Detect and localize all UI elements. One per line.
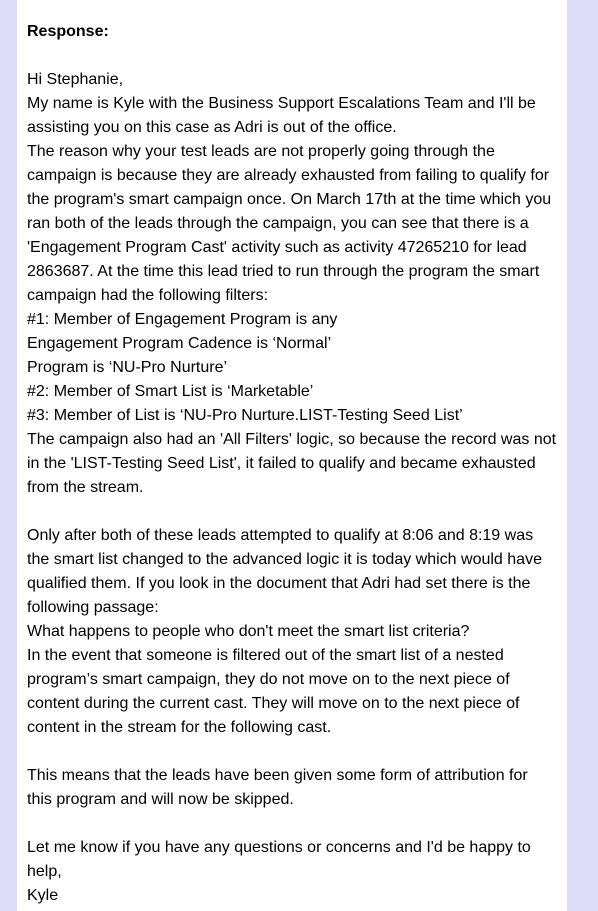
email-line: Engagement Program Cadence is ‘Normal’ xyxy=(27,335,332,352)
email-line: Let me know if you have any questions or concerns and I'd be happy to xyxy=(27,839,531,856)
email-line: content during the current cast. They will move on to the next piece of xyxy=(27,695,520,712)
email-line: campaign is because they are already exhausted from failing to qualify for xyxy=(27,167,550,184)
response-body xyxy=(27,44,563,908)
email-line: assisting you on this case as Adri is out of the office. xyxy=(27,119,397,136)
email-line: program’s smart campaign, they do not move on to the next piece of xyxy=(27,671,510,688)
email-line xyxy=(27,44,563,68)
email-line xyxy=(27,740,563,764)
response-heading: Response: xyxy=(27,23,109,40)
email-line: The reason why your test leads are not properly going through the xyxy=(27,143,495,160)
email-line: Program is ‘NU-Pro Nurture’ xyxy=(27,359,228,376)
email-signature: Kyle xyxy=(27,887,59,904)
email-line: Hi Stephanie, xyxy=(27,71,124,88)
email-line: from the stream. xyxy=(27,479,144,496)
email-line: content in the stream for the following cast. xyxy=(27,719,332,736)
email-line: My name is Kyle with the Business Support Escalations Team and I'll be xyxy=(27,95,536,112)
email-line: Only after both of these leads attempted to qualify at 8:06 and 8:19 was xyxy=(27,527,534,544)
email-line: In the event that someone is filtered out of the smart list of a nested xyxy=(27,647,504,664)
email-line: This means that the leads have been given some form of attribution for xyxy=(27,767,528,784)
response-panel xyxy=(17,0,567,911)
email-line: ran both of the leads through the campaign, you can see that there is a xyxy=(27,215,529,232)
email-line: help, xyxy=(27,863,62,880)
email-line xyxy=(27,500,563,524)
email-line: #2: Member of Smart List is ‘Marketable’ xyxy=(27,383,314,400)
email-line: in the 'LIST-Testing Seed List', it failed to qualify and became exhausted xyxy=(27,455,536,472)
email-line: the smart list changed to the advanced logic it is today which would have xyxy=(27,551,542,568)
email-line: #3: Member of List is ‘NU-Pro Nurture.LIST-Testing Seed List’ xyxy=(27,407,463,424)
email-line: The campaign also had an 'All Filters' logic, so because the record was not xyxy=(27,431,557,448)
email-line: following passage: xyxy=(27,599,159,616)
email-line: What happens to people who don't meet the smart list criteria? xyxy=(27,623,470,640)
email-line: qualified them. If you look in the document that Adri had set there is the xyxy=(27,575,531,592)
email-line xyxy=(27,812,563,836)
email-line: the program's smart campaign once. On March 17th at the time which you xyxy=(27,191,552,208)
email-line: this program and will now be skipped. xyxy=(27,791,294,808)
email-line: 'Engagement Program Cast' activity such as activity 47265210 for lead xyxy=(27,239,527,256)
email-line: 2863687. At the time this lead tried to run through the program the smart xyxy=(27,263,540,280)
email-line: campaign had the following filters: xyxy=(27,287,269,304)
email-line: #1: Member of Engagement Program is any xyxy=(27,311,338,328)
